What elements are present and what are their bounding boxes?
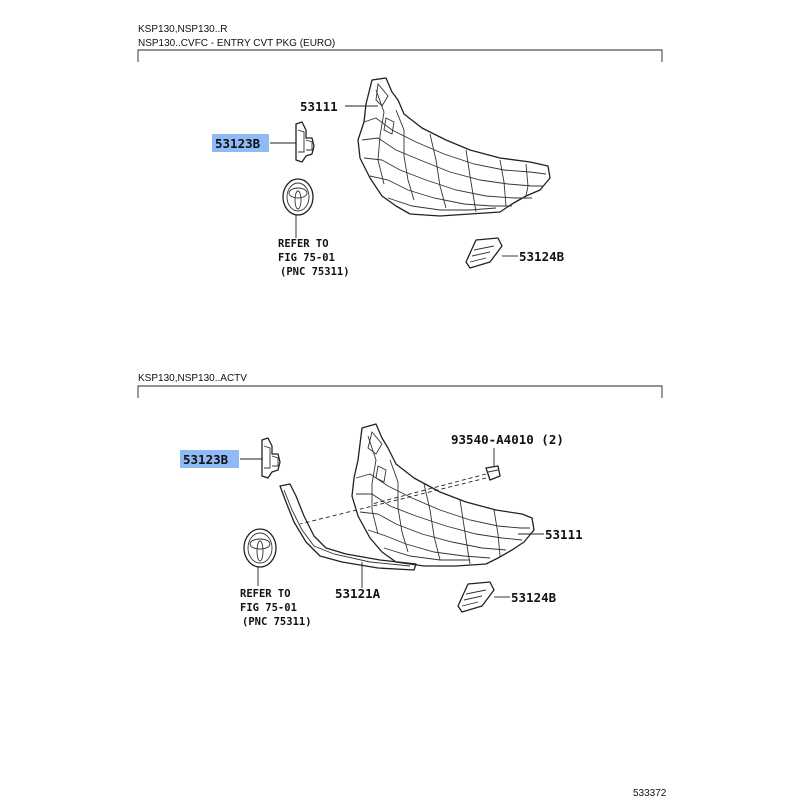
figure-number: 533372	[633, 788, 667, 799]
emblem-icon-2	[244, 529, 276, 567]
grille-drawing	[358, 78, 550, 216]
emblem-bracket-drawing-2	[262, 438, 280, 478]
section-2-header-line1: KSP130,NSP130..ACTV	[138, 373, 247, 384]
dashed-line-b	[300, 478, 486, 524]
emblem-bracket-drawing	[296, 122, 314, 162]
label-53124b: 53124B	[519, 249, 565, 264]
label-53124b-2: 53124B	[511, 590, 557, 605]
ref-line3-2: (PNC 75311)	[242, 616, 312, 628]
moulding-drawing	[280, 484, 416, 570]
section-2-bracket	[138, 386, 662, 398]
section-1-bracket	[138, 50, 662, 62]
section-1	[138, 24, 662, 278]
clip-drawing-2	[458, 582, 494, 612]
label-53111-2: 53111	[545, 527, 583, 542]
clip-drawing	[466, 238, 502, 268]
ref-line3: (PNC 75311)	[280, 266, 350, 278]
ref-line2: FIG 75-01	[278, 252, 335, 264]
label-53121a: 53121A	[335, 586, 381, 601]
ref-line1-2: REFER TO	[240, 588, 291, 600]
screw-icon	[486, 466, 500, 480]
label-screw: 93540-A4010 (2)	[451, 432, 564, 447]
emblem-icon	[283, 179, 313, 215]
ref-line2-2: FIG 75-01	[240, 602, 297, 614]
label-53111: 53111	[300, 99, 338, 114]
section-2	[138, 373, 662, 628]
dashed-line-a	[372, 474, 486, 504]
section-1-header-line1: KSP130,NSP130..R	[138, 24, 228, 35]
section-1-header-line2: NSP130..CVFC - ENTRY CVT PKG (EURO)	[138, 38, 336, 49]
ref-line1: REFER TO	[278, 238, 329, 250]
label-53123b-2: 53123B	[183, 452, 229, 467]
label-53123b: 53123B	[215, 136, 261, 151]
